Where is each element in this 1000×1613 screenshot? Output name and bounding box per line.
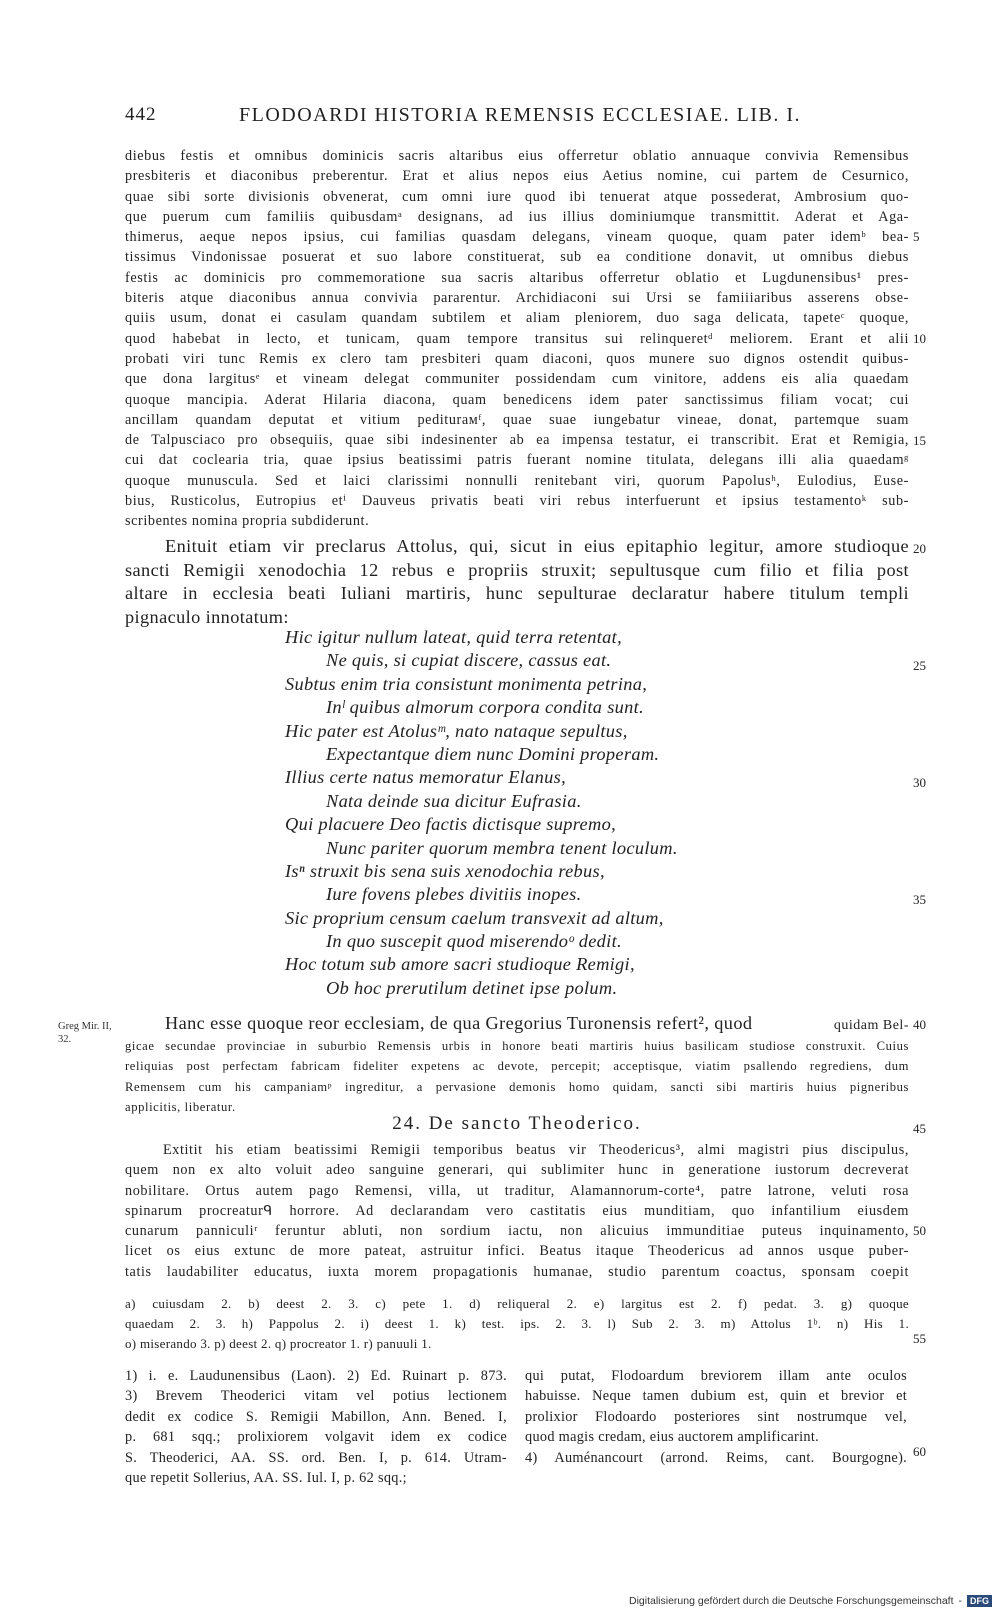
footnote-line: prolixior Flodoardo posteriores sint nostrumque vel, xyxy=(525,1408,907,1425)
line-number: 25 xyxy=(913,658,926,673)
poem-line: Ob hoc prerutilum detinet ipse polum. xyxy=(326,977,618,998)
footnotes-right xyxy=(525,1366,907,1468)
text-line: nobilitare. Ortus autem pago Remensi, villa, ut traditur, Alamannorum-corte⁴, patre latrone, veluti rosa xyxy=(125,1182,909,1199)
text-line: quiis usum, donat ei casulam quandam subtilem et aliam pleniorem, duo saga delicata, tapeteᶜ quoque, xyxy=(125,310,909,327)
poem-line: Hic pater est Atolusᵐ, nato nataque sepultus, xyxy=(285,720,628,741)
paragraph-gregorius xyxy=(125,1013,909,1117)
poem-line: Hoc totum sub amore sacri studioque Remigi, xyxy=(285,954,635,975)
line-number: 5 xyxy=(913,229,920,244)
text-line: quem non ex alto voluit adeo sanguine generari, qui sublimiter hunc in generatione iustorum decreverat xyxy=(125,1162,909,1179)
footnote-line: 4) Auménancourt (arrond. Reims, cant. Bourgogne). xyxy=(525,1449,907,1466)
text-line: pignaculo innotatum: xyxy=(125,606,289,627)
poem-line: Inˡ quibus almorum corpora condita sunt. xyxy=(326,697,644,718)
text-line: tissimus Vindonissae posuerat et suo labore constituerat, sub ea conditione donavit, ut omnibus diebus xyxy=(125,249,909,266)
poem-line: Nata deinde sua dicitur Eufrasia. xyxy=(326,790,582,811)
text-line: cui dat coclearia tria, quae ipsius beatissimi patris fuerant nomine titulata, delegans illi alia quaedamᵍ xyxy=(125,452,909,469)
footer-credit: Digitalisierung gefördert durch die Deutsche Forschungsgemeinschaft - DFG xyxy=(629,1595,992,1607)
text-line: que puerum cum familiis quibusdamᵃ designans, ad ius illius dominiumque transmittit. Aderat et Aga- xyxy=(125,208,909,225)
line-number: 15 xyxy=(913,433,926,448)
text-line: quae sibi sorte divisionis obvenerat, cum omni iure quod ibi tenuerat atque possederat, Ambrosium quo- xyxy=(125,188,909,205)
variant-line: o) miserando 3. p) deest 2. q) procreator 1. r) panuuli 1. xyxy=(125,1336,432,1351)
text-line: gicae secundae provinciae in suburbio Remensis urbis in honore beati martiris huius basilicam studiose construxit. Cuius xyxy=(125,1039,909,1053)
variant-readings xyxy=(125,1294,909,1354)
text-line: festis ac dominicis pro commemoratione sua sacris altaribus offerretur oblatio et Lugdunensibus¹ pres- xyxy=(125,269,909,286)
footnote-line: que repetit Sollerius, AA. SS. Iul. I, p. 62 sqq.; xyxy=(125,1469,407,1486)
margin-reference: Greg Mir. II, 32. xyxy=(58,1021,112,1045)
text-line: quod habebat in lecto, et tunicam, quam tempore transitus sui relinqueretᵈ meliorem. Erant et alii xyxy=(125,330,909,347)
poem-line: Qui placuere Deo factis dictisque supremo, xyxy=(285,814,616,835)
text-line: quoque munuscula. Sed et laici clarissimi nonnulli renitebant viri, quorum Papolusʰ, Eulodius, Euse- xyxy=(125,472,909,489)
text-line: sancti Remigii xenodochia 12 rebus e propriis struxit; sepultusque cum filio et filia post xyxy=(125,559,909,580)
footnote-line: 1) i. e. Laudunensibus (Laon). 2) Ed. Ruinart p. 873. xyxy=(125,1368,507,1384)
line-number: 35 xyxy=(913,892,926,907)
poem-line: Iure fovens plebes divitiis inopes. xyxy=(326,884,582,905)
text-line: applicitis, liberatur. xyxy=(125,1099,236,1114)
text-line: ancillam quandam deputat et vitium pediturамᶠ, quae suae iungebatur vineae, donat, partemque suam xyxy=(125,411,909,428)
text-line: bius, Rusticolus, Eutropius etⁱ Dauveus privatis beati viri rebus interfuerunt et ipsius testamentoᵏ sub- xyxy=(125,493,909,510)
line-number: 10 xyxy=(913,331,926,346)
text-line: quoque mancipia. Aderat Hilaria diacona, quam benedicens idem pater sanctissimus filiam vocat; cui xyxy=(125,391,909,408)
running-title: FLODOARDI HISTORIA REMENSIS ECCLESIAE. LIB. I. xyxy=(239,104,801,126)
text-lines xyxy=(125,1036,909,1117)
text-line: licet os eius extunc de more pateat, astruitur infici. Beatus itaque Theodericus ad annos usque puber- xyxy=(125,1243,909,1260)
poem-line: Illius certe natus memoratur Elanus, xyxy=(285,767,567,788)
paragraph-testament xyxy=(125,146,909,532)
paragraph-theodericus xyxy=(125,1140,909,1282)
line-number: 30 xyxy=(913,775,926,790)
variant-line: a) cuiusdam 2. b) deest 2. 3. c) pete 1. d) reliqueral 2. e) largitus est 2. f) pedat. 3. g) quoque xyxy=(125,1296,909,1311)
footnote-line: qui putat, Flodoardum breviorem illam ante oculos xyxy=(525,1368,907,1384)
line-number: 20 xyxy=(913,541,926,556)
text-line: spinarum procreaturᑫ horrore. Ad declarandam vero castitatis eius munditiam, quo infantilium eiusdem xyxy=(125,1202,909,1219)
text-line: que dona largitusᵉ et vineam delegat communiter possidendam cum vinitore, addens eis alia quaedam xyxy=(125,371,909,388)
poem-line: Nunc pariter quorum membra tenent loculum. xyxy=(326,837,678,858)
page-number: 442 xyxy=(125,104,157,125)
section-heading: 24. De sancto Theoderico. xyxy=(392,1113,642,1134)
text-line: tatis laudabiliter educatus, iuxta morem propagationis humanae, studio parentum coactus, sponsam coepit xyxy=(125,1263,909,1280)
paragraph-attolus xyxy=(125,535,909,629)
text-line: thimerus, aeque nepos ipsius, cui familias quasdam delegans, vineam quoque, quam pater idemᵇ bea- xyxy=(125,229,909,246)
poem-line: Subtus enim tria consistunt monimenta petrina, xyxy=(285,673,648,694)
line-number: 40 xyxy=(913,1017,926,1032)
text-line: Remensem cum his campaniamᵖ ingreditur, a pervasione demonis homo quidam, sancti sibi martiris huius pigneribus xyxy=(125,1079,909,1094)
poem-line: Hic igitur nullum lateat, quid terra retentat, xyxy=(285,627,622,647)
line-number: 60 xyxy=(913,1444,926,1459)
epitaph-poem xyxy=(285,626,705,1000)
text-line xyxy=(125,1013,909,1036)
line-number: 45 xyxy=(913,1121,926,1136)
variant-line: quaedam 2. 3. h) Pappolus 2. i) deest 1. k) test. ips. 2. 3. l) Sub 2. 3. m) Attolus 1ᵇ. n) His 1. xyxy=(125,1316,909,1331)
text-line: scribentes nomina propria subdiderunt. xyxy=(125,513,370,530)
footnotes-left xyxy=(125,1366,507,1488)
text-line: diebus festis et omnibus dominicis sacris altaribus eius offerretur oblatio annuaque convivia Remensibus xyxy=(125,148,909,164)
poem-line: Ne quis, si cupiat discere, cassus eat. xyxy=(326,650,612,671)
funding-text: Digitalisierung gefördert durch die Deutsche Forschungsgemeinschaft xyxy=(628,1595,954,1607)
text-line: de Talpusciaco pro obsequiis, quae sibi indesinenter ab ea impensa testatur, ei transcribit. Erat et Remigia, xyxy=(125,432,909,449)
poem-line: Expectantque diem nunc Domini properam. xyxy=(326,743,660,764)
poem-line: Isⁿ struxit bis sena suis xenodochia rebus, xyxy=(285,860,605,881)
footnote-line: dedit ex codice S. Remigii Mabillon, Ann. Bened. I, xyxy=(125,1408,507,1425)
line-number: 50 xyxy=(913,1223,926,1238)
text-line: reliquias post perfectam fabricam fideliter expetens ac devote, percepit; acceptisque, viatim psallendo regrediens, dum xyxy=(125,1059,909,1074)
text-line: altare in ecclesia beati Iuliani martiris, hunc sepulturae declaratur habere titulum templi xyxy=(125,583,909,603)
page-header xyxy=(125,104,915,134)
text-line: presbiteris et diaconibus preberentur. Erat et alius nepos eius Aetius nomine, cui partem de Cesurnico, xyxy=(125,168,909,185)
text-line: Extitit his etiam beatissimi Remigii temporibus beatus vir Theodericus³, almi magistri pius discipulus, xyxy=(163,1142,909,1158)
text-line: probati viri tunc Remis ex clero tam presbiteri quam diaconi, quos munere suo dignos ostendit quibus- xyxy=(125,350,909,367)
footnote-line: 3) Brevem Theoderici vitam vel potius lectionem xyxy=(125,1388,507,1405)
footnote-line: S. Theoderici, AA. SS. ord. Ben. I, p. 614. Utram- xyxy=(125,1449,507,1466)
text-line: cunarum panniculiʳ feruntur abluti, non sordium iactu, non alicuius immunditiae puteus inquinamento, xyxy=(125,1223,909,1240)
text-line: Enituit etiam vir preclarus Attolus, qui, sicut in eius epitaphio legitur, amore studioque xyxy=(165,536,909,556)
line-number: 55 xyxy=(913,1331,926,1346)
dfg-logo-icon: DFG xyxy=(967,1595,992,1607)
text-line: biteris atque diaconibus annua convivia pararentur. Archidiaconi sui Ursi se famiiiaribus asserens obse- xyxy=(125,290,909,307)
poem-line: Sic proprium censum caelum transvexit ad altum, xyxy=(285,907,664,928)
text-segment: Hanc esse quoque reor ecclesiam, de qua Gregorius Turonensis refert², quod xyxy=(165,1013,753,1033)
text-segment: quidam Bel- xyxy=(833,1018,909,1033)
footnote-line: habuisse. Neque tamen dubium est, quin et brevior et xyxy=(525,1388,907,1405)
footnote-line: p. 681 sqq.; prolixiorem volgavit idem ex codice xyxy=(125,1429,507,1446)
poem-line: In quo suscepit quod miserendoᵒ dedit. xyxy=(326,931,622,952)
footnote-line: quod magis credam, eius auctorem amplificarint. xyxy=(525,1429,819,1446)
